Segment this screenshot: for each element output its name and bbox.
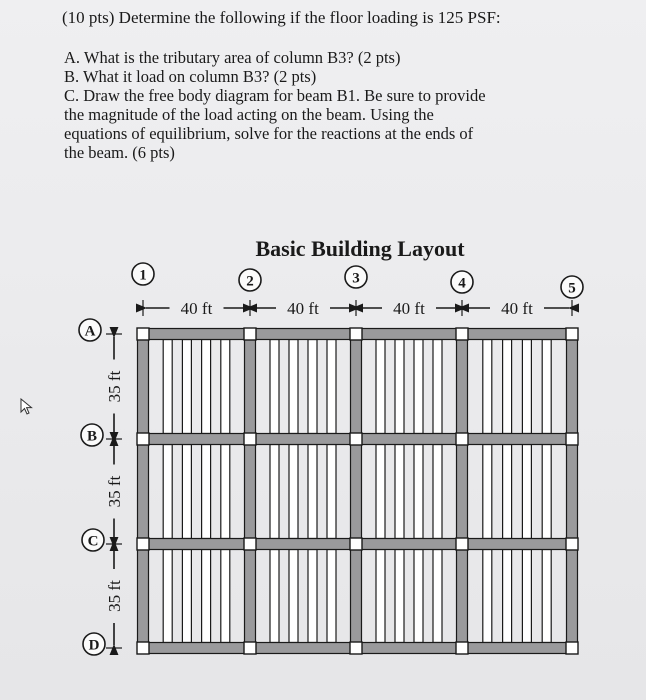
beam-line-1 — [138, 334, 149, 648]
dimension-label: 35 ft — [105, 475, 124, 508]
column-C3 — [350, 538, 362, 550]
joist — [542, 445, 551, 539]
joist — [327, 340, 336, 434]
joist — [327, 445, 336, 539]
joist — [270, 445, 279, 539]
bubble-label: C — [87, 533, 99, 550]
joist — [433, 340, 442, 434]
joist — [483, 445, 492, 539]
dimension-bay-3-4 — [356, 299, 459, 318]
dimension-label: 40 ft — [180, 299, 213, 318]
bubble-label: B — [86, 428, 98, 445]
joist — [308, 445, 317, 539]
column-A3 — [350, 328, 362, 340]
joist — [483, 550, 492, 643]
mouse-pointer-icon — [20, 398, 34, 421]
bubble-label: 4 — [458, 275, 466, 292]
joist — [308, 550, 317, 643]
column-A2 — [244, 328, 256, 340]
joist — [503, 445, 512, 539]
column-A4 — [456, 328, 468, 340]
part-a-question: A. What is the tributary area of column B3? (2 pts) — [64, 48, 401, 67]
problem-heading: (10 pts) Determine the following if the floor loading is 125 PSF: — [62, 8, 501, 27]
grid-bubble-A — [79, 319, 101, 341]
joist — [395, 340, 404, 434]
dimension-label: 35 ft — [105, 370, 124, 403]
dimension-label: 40 ft — [393, 299, 425, 318]
joist — [503, 550, 512, 643]
bubble-label: A — [84, 323, 96, 340]
joist — [221, 445, 230, 539]
joist — [376, 550, 385, 643]
grid-bubble-3 — [345, 266, 367, 288]
bubble-label: 3 — [352, 270, 360, 287]
column-B5 — [566, 433, 578, 445]
dimension-bay-4-5 — [462, 299, 569, 318]
dimension-annotations — [105, 299, 572, 648]
bubble-label: D — [88, 637, 100, 654]
joist — [289, 445, 298, 539]
column-D5 — [566, 642, 578, 654]
joist — [182, 550, 191, 643]
column-C4 — [456, 538, 468, 550]
dimension-bay-1-2 — [143, 299, 247, 318]
joist — [376, 445, 385, 539]
grid-bubble-5 — [561, 276, 583, 298]
joist — [483, 340, 492, 434]
dimension-label: 35 ft — [105, 580, 124, 612]
grid-bubble-B — [81, 424, 103, 446]
joist — [202, 340, 211, 434]
joist — [433, 550, 442, 643]
joist — [414, 550, 423, 643]
dimension-label: 40 ft — [287, 299, 319, 318]
column-D3 — [350, 642, 362, 654]
joist — [522, 550, 531, 643]
joist — [327, 550, 336, 643]
column-C1 — [137, 538, 149, 550]
joist — [182, 340, 191, 434]
dimension-label: 40 ft — [501, 299, 533, 318]
dimension-span-A-B — [105, 334, 124, 436]
column-A5 — [566, 328, 578, 340]
joist — [270, 550, 279, 643]
joist — [163, 445, 172, 539]
grid-bubble-C — [82, 529, 104, 551]
column-B2 — [244, 433, 256, 445]
part-b-question: B. What it load on column B3? (2 pts) — [64, 67, 317, 86]
part-c-question-line-4: the beam. (6 pts) — [64, 143, 175, 162]
beam-line-5 — [567, 334, 578, 648]
joist — [202, 445, 211, 539]
grid-bubble-2 — [239, 269, 261, 291]
column-C5 — [566, 538, 578, 550]
column-D4 — [456, 642, 468, 654]
joist — [182, 445, 191, 539]
joist — [414, 340, 423, 434]
part-c-question-line-1: C. Draw the free body diagram for beam B1. Be sure to provide — [64, 86, 486, 105]
joist — [414, 445, 423, 539]
column-D1 — [137, 642, 149, 654]
joist — [308, 340, 317, 434]
beam-line-4 — [457, 334, 468, 648]
joist — [221, 550, 230, 643]
figure-title: Basic Building Layout — [255, 236, 465, 261]
joist — [289, 340, 298, 434]
joist — [395, 445, 404, 539]
joist — [376, 340, 385, 434]
column-B3 — [350, 433, 362, 445]
joist — [433, 445, 442, 539]
joist — [542, 550, 551, 643]
bubble-label: 5 — [568, 280, 576, 297]
joist — [221, 340, 230, 434]
grid-bubble-1 — [132, 263, 154, 285]
joist — [163, 340, 172, 434]
column-D2 — [244, 642, 256, 654]
grid-bubble-4 — [451, 271, 473, 293]
part-c-question-line-2: the magnitude of the load acting on the beam. Using the — [64, 105, 434, 124]
joist — [289, 550, 298, 643]
joist — [163, 550, 172, 643]
floor-framing-plan — [137, 328, 578, 654]
dimension-span-C-D — [105, 544, 124, 645]
joist — [503, 340, 512, 434]
joist — [522, 340, 531, 434]
joist — [202, 550, 211, 643]
joist — [542, 340, 551, 434]
column-C2 — [244, 538, 256, 550]
part-c-question-line-3: equations of equilibrium, solve for the reactions at the ends of — [64, 124, 474, 143]
column-B4 — [456, 433, 468, 445]
beam-line-2 — [245, 334, 256, 648]
beam-line-3 — [351, 334, 362, 648]
joist — [270, 340, 279, 434]
dimension-bay-2-3 — [250, 299, 353, 318]
dimension-span-B-C — [105, 439, 124, 541]
column-B1 — [137, 433, 149, 445]
bubble-label: 1 — [139, 267, 147, 284]
joist — [395, 550, 404, 643]
column-A1 — [137, 328, 149, 340]
bubble-label: 2 — [246, 273, 254, 290]
grid-bubble-D — [83, 633, 105, 655]
joist — [522, 445, 531, 539]
